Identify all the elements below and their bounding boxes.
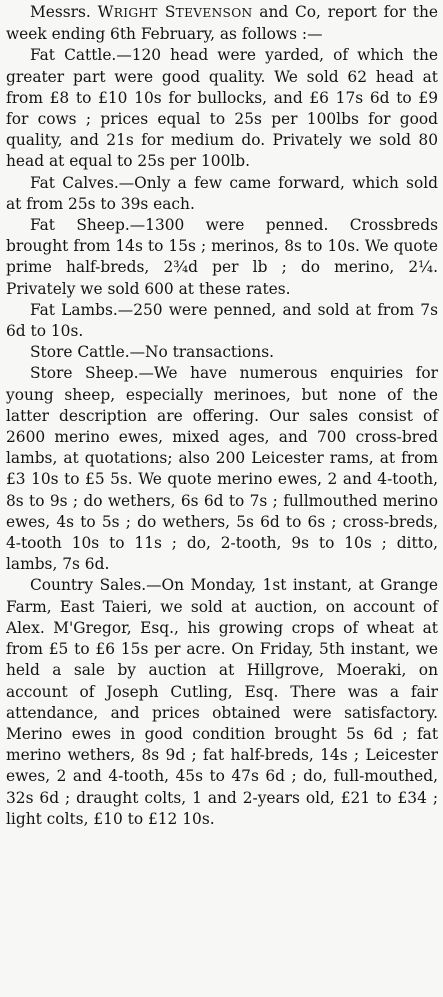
intro-rest: and Co, report for the week ending 6th February, as follows :— — [6, 3, 438, 44]
paragraph-country-sales: Country Sales.—On Monday, 1st instant, at Grange Farm, East Taieri, we sold at auction, on account of Alex. M'Gregor, Esq., his growing crops of wheat at from £5 to £6 15s per acre. On Friday, 5th instant, we held a sale by auction at Hillgrove, Moeraki, on account of Joseph Cutling, Esq. There was a fair attendance, and prices obtained were satisfactory. Merino ewes in good condition brought 5s 6d ; fat merino wethers, 8s 9d ; fat half-breds, 14s ; Leicester ewes, 2 and 4-tooth, 45s to 47s 6d ; do, full-mouthed, 32s 6d ; draught colts, 1 and 2-years old, £21 to £34 ; light colts, £10 to £12 10s. — [6, 576, 438, 828]
firm-rest-stevenson: TEVENSON — [175, 6, 253, 20]
firm-rest-wright: RIGHT — [113, 6, 158, 20]
newspaper-column — [6, 2, 438, 830]
paragraph-fat-sheep: Fat Sheep.—1300 were penned. Crossbreds brought from 14s to 15s ; merinos, 8s to 10s. We quote prime half-breds, 2¾d per lb ; do merino, 2¼. Privately we sold 600 at these rates. — [6, 216, 438, 298]
paragraph-store-cattle: Store Cattle.—No transactions. — [30, 343, 275, 362]
firm-initial-s: S — [164, 3, 176, 21]
firm-initial-w: W — [97, 3, 114, 21]
paragraph-store-sheep: Store Sheep.—We have numerous enquiries for young sheep, especially merinoes, but none of the latter description are offering. Our sales consist of 2600 merino ewes, mixed ages, and 700 cross-bred lambs, at quotations; also 200 Leicester rams, at from £3 10s to £5 5s. We quote merino ewes, 2 and 4-tooth, 8s to 9s ; do wethers, 6s 6d to 7s ; fullmouthed merino ewes, 4s to 5s ; do wethers, 5s 6d to 6s ; cross-breds, 4-tooth 10s to 11s ; do, 2-tooth, 9s to 10s ; ditto, lambs, 7s 6d. — [6, 364, 438, 574]
report-intro — [6, 2, 438, 45]
intro-opening: Messrs. — [30, 3, 91, 21]
paragraph-fat-cattle: Fat Cattle.—120 head were yarded, of which the greater part were good quality. We sold 62 head at from £8 to £10 10s for bullocks, and £6 17s 6d to £9 for cows ; prices equal to 25s per 100lbs for good quality, and 21s for medium do. Privately we sold 80 head at equal to 25s per 100lb. — [6, 46, 438, 171]
paragraph-fat-calves: Fat Calves.—Only a few came forward, which sold at from 25s to 39s each. — [6, 173, 438, 213]
firm-name — [98, 3, 253, 21]
paragraph-fat-lambs: Fat Lambs.—250 were penned, and sold at from 7s 6d to 10s. — [6, 300, 438, 341]
